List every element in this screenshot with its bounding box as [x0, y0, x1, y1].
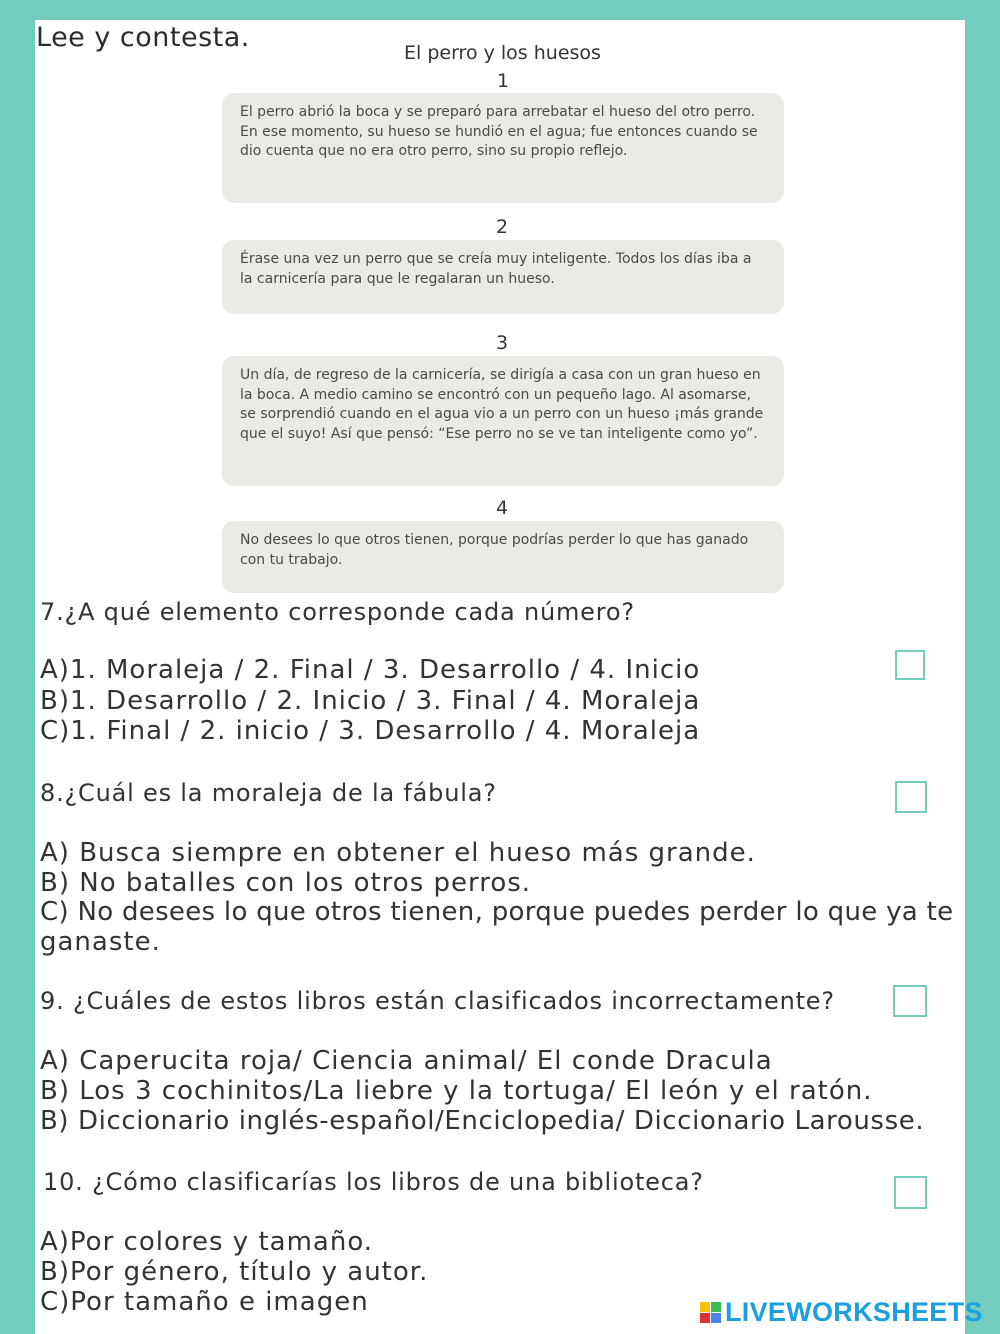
story-title: El perro y los huesos — [404, 42, 601, 64]
question-prompt: 9. ¿Cuáles de estos libros están clasificados incorrectamente? — [40, 987, 835, 1015]
question-prompt: 8.¿Cuál es la moraleja de la fábula? — [40, 779, 497, 807]
answer-option: B)Por género, título y autor. — [40, 1257, 429, 1287]
answer-option: C) No desees lo que otros tienen, porque puedes perder lo que ya te — [40, 897, 954, 927]
story-card: Un día, de regreso de la carnicería, se dirigía a casa con un gran hueso en la boca. A medio camino se encontró con un pequeño lago. Al asomarse, se sorprendió cuando en el agua vio a un perro con un hueso ¡más grande que el suyo! Así que pensó: “Ese perro no se ve tan inteligente como yo”. — [222, 356, 784, 486]
answer-option: B) Diccionario inglés-español/Enciclopedia/ Diccionario Larousse. — [40, 1106, 925, 1136]
answer-option: B)1. Desarrollo / 2. Inicio / 3. Final / 4. Moraleja — [40, 686, 701, 716]
card-number: 3 — [496, 332, 509, 354]
answer-option: B) Los 3 cochinitos/La liebre y la tortuga/ El león y el ratón. — [40, 1076, 873, 1106]
answer-option: ganaste. — [40, 927, 161, 957]
brand-text: LIVEWORKSHEETS — [725, 1296, 983, 1327]
answer-option: A) Caperucita roja/ Ciencia animal/ El conde Dracula — [40, 1046, 773, 1076]
story-card: Érase una vez un perro que se creía muy inteligente. Todos los días iba a la carnicería para que le regalaran un hueso. — [222, 240, 784, 314]
answer-box-q9[interactable] — [893, 985, 927, 1017]
card-number: 2 — [496, 216, 509, 238]
answer-option: C)1. Final / 2. inicio / 3. Desarrollo / 4. Moraleja — [40, 716, 701, 746]
instruction-text: Lee y contesta. — [36, 22, 250, 53]
answer-option: A) Busca siempre en obtener el hueso más grande. — [40, 838, 756, 868]
answer-option: A)1. Moraleja / 2. Final / 3. Desarrollo / 4. Inicio — [40, 655, 701, 685]
story-card: No desees lo que otros tienen, porque podrías perder lo que has ganado con tu trabajo. — [222, 521, 784, 593]
answer-option: C)Por tamaño e imagen — [40, 1287, 369, 1317]
answer-box-q8[interactable] — [895, 781, 927, 813]
answer-box-q10[interactable] — [894, 1176, 927, 1209]
logo-squares-icon — [700, 1302, 721, 1323]
question-prompt: 7.¿A qué elemento corresponde cada número? — [40, 598, 635, 626]
answer-option: A)Por colores y tamaño. — [40, 1227, 374, 1257]
card-number: 4 — [496, 497, 509, 519]
card-number: 1 — [497, 70, 510, 92]
liveworksheets-logo[interactable] — [700, 1296, 983, 1328]
answer-option: B) No batalles con los otros perros. — [40, 868, 532, 898]
answer-box-q7[interactable] — [895, 650, 925, 680]
question-prompt: 10. ¿Cómo clasificarías los libros de una biblioteca? — [43, 1168, 704, 1196]
story-card: El perro abrió la boca y se preparó para arrebatar el hueso del otro perro. En ese momento, su hueso se hundió en el agua; fue entonces cuando se dio cuenta que no era otro perro, sino su propio reflejo. — [222, 93, 784, 203]
